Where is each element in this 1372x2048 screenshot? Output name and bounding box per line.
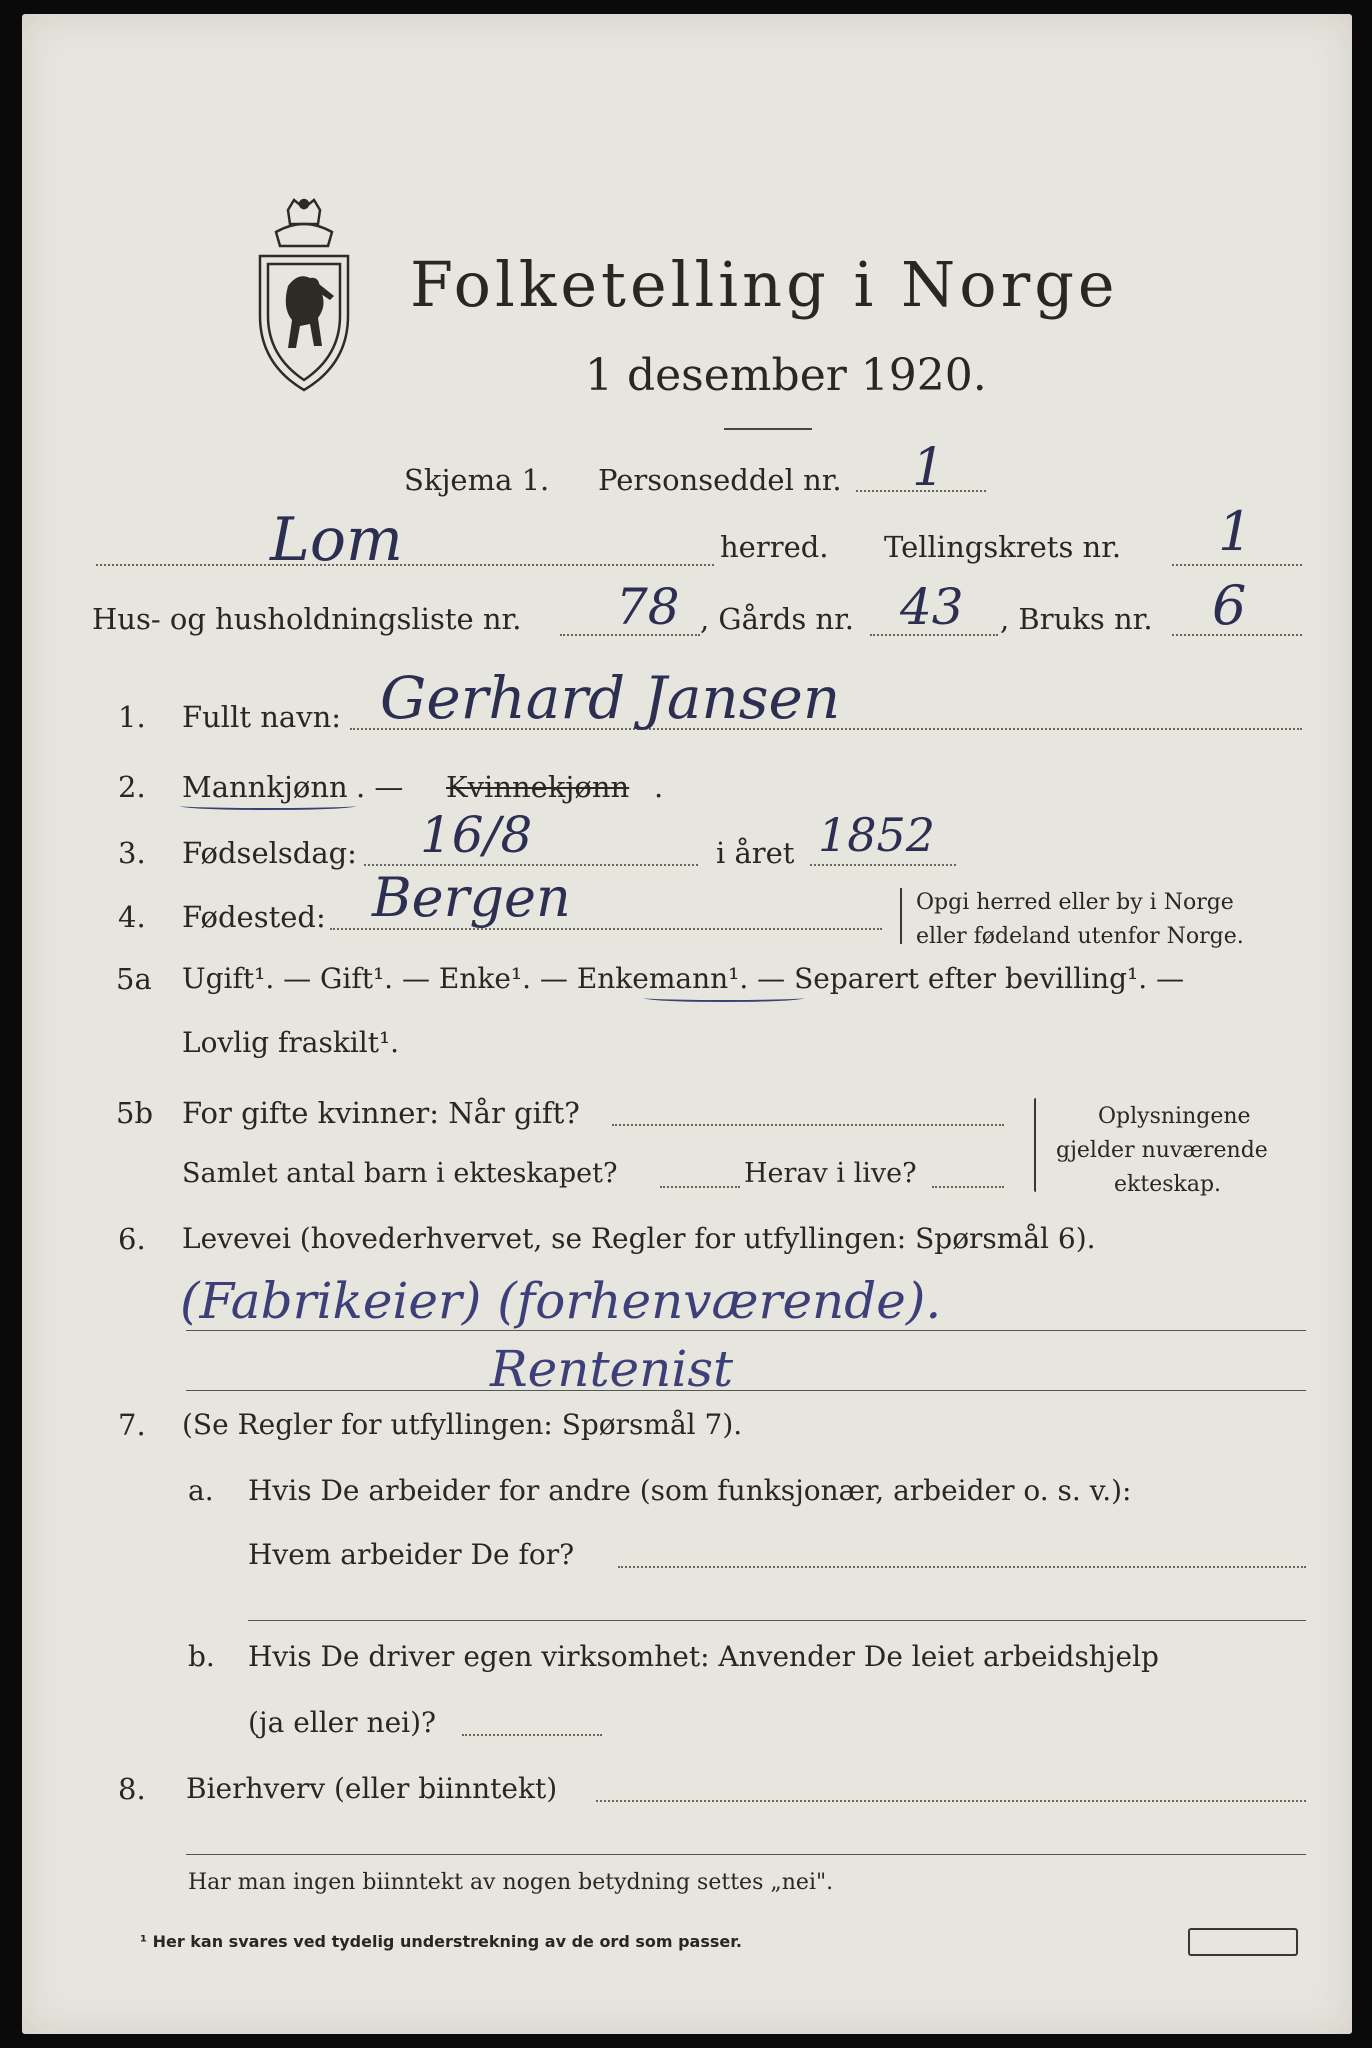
q5b-alive-label: Herav i live?: [744, 1158, 917, 1189]
q2-separator: . —: [356, 770, 404, 804]
q3-year-value: 1852: [818, 808, 936, 862]
q5b-children-label: Samlet antal barn i ekteskapet?: [182, 1158, 618, 1189]
q7-number: 7.: [118, 1408, 146, 1442]
q7a-employer-line: [618, 1566, 1306, 1568]
gards-value: 43: [900, 578, 964, 636]
q6-line-2: [186, 1390, 1306, 1391]
q5b-married-line: [612, 1124, 1004, 1126]
q8-note: Har man ingen biinntekt av nogen betydning settes „nei".: [188, 1870, 834, 1895]
q6-line-1: [186, 1330, 1306, 1331]
q4-value: Bergen: [372, 866, 571, 929]
bruks-value: 6: [1212, 574, 1247, 637]
q7-label: (Se Regler for utfyllingen: Spørsmål 7).: [182, 1408, 743, 1441]
q6-label: Levevei (hovederhvervet, se Regler for utfyllingen: Spørsmål 6).: [182, 1222, 1096, 1255]
q4-number: 4.: [118, 900, 146, 934]
q3-number: 3.: [118, 836, 146, 870]
q5b-children-line: [660, 1186, 740, 1188]
q8-extra-line: [186, 1854, 1306, 1855]
q5b-alive-line: [932, 1186, 1004, 1188]
gards-label: , Gårds nr.: [700, 602, 854, 636]
personseddel-label: Personseddel nr.: [598, 463, 842, 497]
q3-value: 16/8: [420, 806, 533, 864]
q2-number: 2.: [118, 770, 146, 804]
q3-label: Fødselsdag:: [182, 836, 357, 870]
q7a-label: Hvis De arbeider for andre (som funksjonær, arbeider o. s. v.):: [248, 1474, 1132, 1507]
q6-value-line1: (Fabrikeier) (forhenværende).: [180, 1272, 942, 1330]
q3-year-label: i året: [716, 836, 795, 870]
q2-mannkjonn: Mannkjønn: [182, 770, 348, 804]
q8-label: Bierhverv (eller biinntekt): [186, 1772, 558, 1805]
q7a-extra-line: [248, 1620, 1306, 1621]
hus-value: 78: [616, 578, 680, 636]
q4-note-line2: eller fødeland utenfor Norge.: [916, 924, 1244, 949]
q5a-options: Ugift¹. — Gift¹. — Enke¹. — Enkemann¹. — Separert efter bevilling¹. —: [182, 962, 1185, 995]
skjema-label: Skjema 1.: [404, 463, 550, 497]
printer-stamp: [1188, 1928, 1298, 1956]
q1-label: Fullt navn:: [182, 700, 342, 734]
q2-end: .: [654, 770, 664, 804]
q6-number: 6.: [118, 1222, 146, 1256]
q2-kvinnekjonn: Kvinnekjønn: [446, 770, 630, 804]
q5b-note-brace: [1034, 1098, 1036, 1192]
q5a-enkemann-underline: [644, 994, 804, 1002]
tellingskrets-label: Tellingskrets nr.: [884, 530, 1122, 564]
q3-year-line: [810, 864, 956, 866]
q7b-label: Hvis De driver egen virksomhet: Anvender De leiet arbeidshjelp: [248, 1640, 1159, 1673]
herred-value: Lom: [270, 505, 403, 575]
q4-note-line1: Opgi herred eller by i Norge: [916, 890, 1234, 915]
q1-number: 1.: [118, 700, 146, 734]
title-divider: [724, 428, 812, 430]
tellingskrets-value: 1: [1218, 500, 1253, 563]
q5a-number: 5a: [116, 962, 152, 996]
tellingskrets-line: [1172, 564, 1302, 566]
q5b-note-line2: gjelder nuværende: [1056, 1138, 1268, 1163]
q6-value-line2: Rentenist: [490, 1340, 734, 1398]
q5b-number: 5b: [116, 1096, 154, 1130]
q7a-letter: a.: [188, 1474, 214, 1507]
q8-line: [596, 1800, 1306, 1802]
census-date: 1 desember 1920.: [585, 350, 987, 401]
q4-label: Fødested:: [182, 900, 326, 934]
footnote: ¹ Her kan svares ved tydelig understrekning av de ord som passer.: [140, 1932, 742, 1951]
herred-line: [96, 564, 714, 566]
q4-note-brace: [900, 888, 902, 944]
bruks-label: , Bruks nr.: [1000, 602, 1153, 636]
q7b-letter: b.: [188, 1640, 215, 1673]
q2-mannkjonn-underline: [180, 802, 356, 810]
personseddel-value: 1: [912, 438, 946, 498]
q5b-label: For gifte kvinner: Når gift?: [182, 1096, 580, 1130]
coat-of-arms-seal: [248, 196, 360, 396]
q7b-yes-no-label: (ja eller nei)?: [248, 1706, 437, 1739]
hus-label: Hus- og husholdningsliste nr.: [92, 602, 522, 636]
q5b-note-line3: ekteskap.: [1114, 1172, 1222, 1197]
q1-value: Gerhard Jansen: [380, 664, 841, 732]
q8-number: 8.: [118, 1772, 146, 1806]
page-title: Folketelling i Norge: [410, 248, 1119, 321]
q7b-yes-no-line: [462, 1734, 602, 1736]
herred-label: herred.: [720, 530, 829, 564]
q5b-note-line1: Oplysningene: [1098, 1104, 1251, 1129]
q5a-options-cont: Lovlig fraskilt¹.: [182, 1026, 400, 1059]
q7a-employer-label: Hvem arbeider De for?: [248, 1538, 575, 1571]
